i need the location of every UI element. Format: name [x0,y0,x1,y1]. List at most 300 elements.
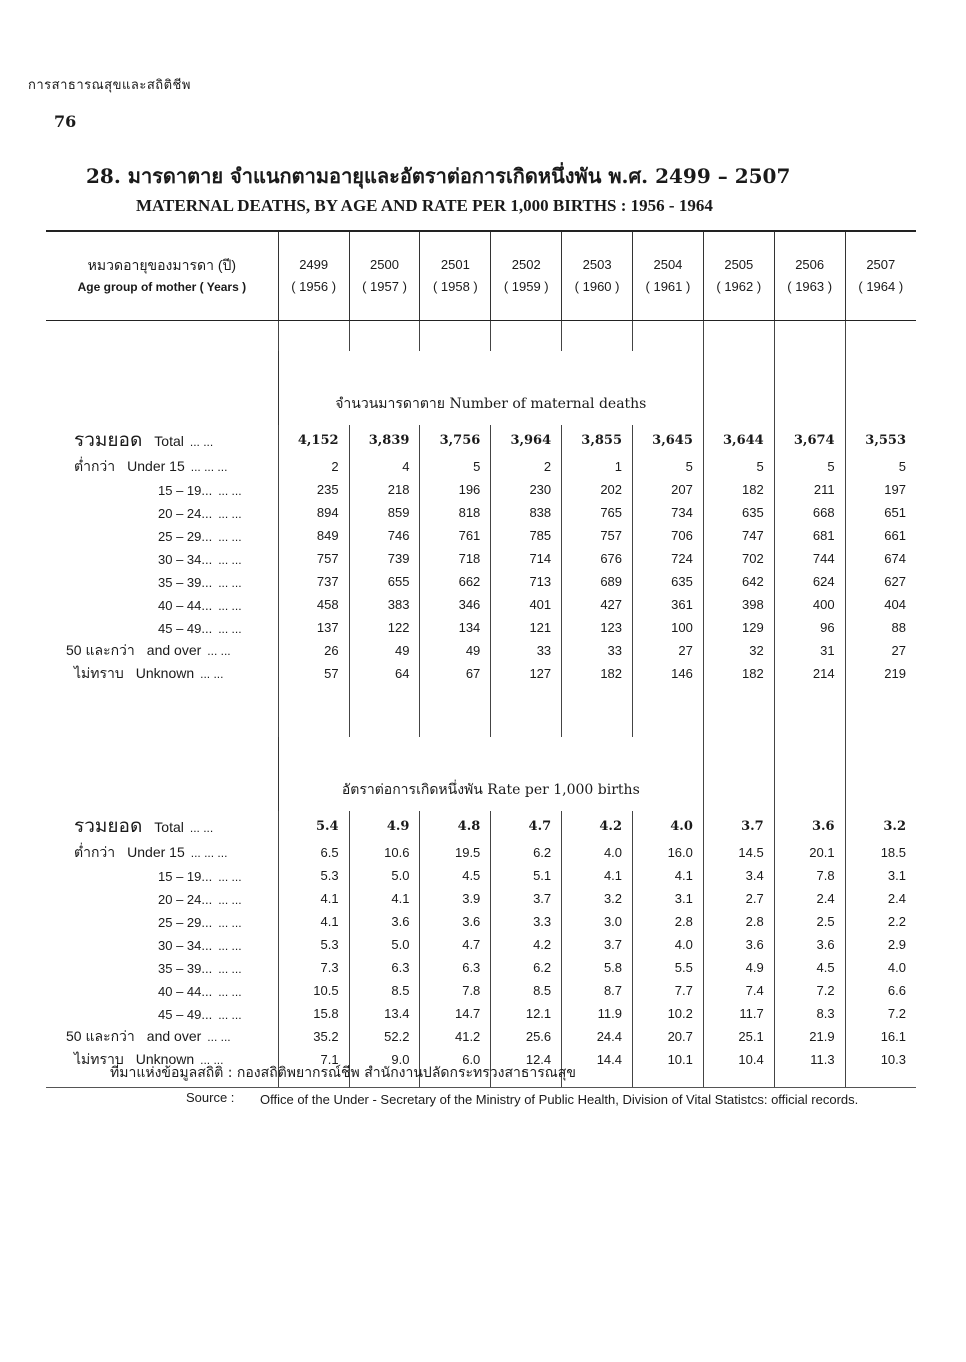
table-cell-value: 346 [420,593,491,616]
table-cell-value: 4.1 [633,864,704,887]
table-cell-value: 785 [491,524,562,547]
table-cell-value: 4.7 [491,811,562,841]
table-cell-value: 6.3 [420,956,491,979]
section-blank-cell [703,351,774,425]
table-row [46,524,916,547]
table-cell-value: 361 [633,593,704,616]
table-row [46,887,916,910]
table-cell-value: 458 [278,593,349,616]
table-cell-value: 230 [491,478,562,501]
year-be: 2506 [795,257,825,272]
page-number: 76 [54,112,77,131]
table-cell-value: 5 [774,455,845,478]
table-cell-value: 182 [703,662,774,685]
table-cell-value: 662 [420,570,491,593]
table-cell-value: 718 [420,547,491,570]
table-cell-value: 3.6 [774,811,845,841]
table-cell-value: 8.5 [349,979,420,1002]
table-cell-value: 2.4 [845,887,916,910]
table-cell-value: 12.1 [491,1002,562,1025]
table-cell-value: 2 [491,455,562,478]
table-row [46,639,916,662]
table-cell-value: 4.9 [703,956,774,979]
table-header-row [46,231,916,321]
column-header-year [633,231,704,321]
table-cell-value: 24.4 [562,1025,633,1048]
table-cell-value: 859 [349,501,420,524]
row-label-leader: ... ... [218,1007,242,1022]
table-cell-value: 7.3 [278,956,349,979]
table-cell-value: 8.3 [774,1002,845,1025]
table-cell-value: 218 [349,478,420,501]
table-cell-value: 7.4 [703,979,774,1002]
spacer-row [46,685,916,737]
table-cell-value: 211 [774,478,845,501]
table-cell-value: 4 [349,455,420,478]
table-cell-value: 5 [633,455,704,478]
table-cell-value: 3.1 [845,864,916,887]
year-ce: ( 1959 ) [503,279,549,294]
section-heading-row [46,737,916,811]
row-label-english: Unknown [135,664,195,681]
row-label [46,455,278,478]
table-row [46,425,916,455]
table-cell-value: 3.6 [703,933,774,956]
table-cell-value: 2 [278,455,349,478]
table-row [46,662,916,685]
page-title-english: MATERNAL DEATHS, BY AGE AND RATE PER 1,000 BIRTHS : 1956 - 1964 [136,196,713,215]
spacer-cell [774,1071,845,1088]
spacer-cell [774,685,845,737]
table-cell-value: 757 [562,524,633,547]
row-label-english: 30 – 34... [158,551,213,567]
year-ce: ( 1961 ) [645,279,691,294]
spacer-cell [46,685,278,737]
table-cell-value: 57 [278,662,349,685]
section-label-blank [46,737,278,811]
table-cell-value: 11.3 [774,1048,845,1071]
table-cell-value: 20.7 [633,1025,704,1048]
section-heading: จำนวนมารดาตาย Number of maternal deaths [278,351,703,425]
table-cell-value: 19.5 [420,841,491,864]
column-header-year [562,231,633,321]
table-body [46,321,916,1088]
table-cell-value: 49 [349,639,420,662]
row-label [46,910,278,933]
source-note-thai: ที่มาแห่งข้อมูลสถิติ : กองสถิติพยากรณ์ชีพ สำนักงานปลัดกระทรวงสาธารณสุข [110,1065,576,1081]
table-cell-value: 202 [562,478,633,501]
year-be: 2501 [440,257,470,272]
row-label-leader: ... ... [218,621,242,636]
spacer-cell [420,321,491,352]
table-row [46,616,916,639]
year-ce: ( 1957 ) [362,279,407,294]
table-cell-value: 714 [491,547,562,570]
table-cell-value: 5.1 [491,864,562,887]
table-cell-value: 7.2 [845,1002,916,1025]
row-label [46,887,278,910]
table-cell-value: 5.5 [633,956,704,979]
row-label [46,1002,278,1025]
section-label-blank [46,351,278,425]
table-cell-value: 196 [420,478,491,501]
table-cell-value: 96 [774,616,845,639]
table-cell-value: 33 [491,639,562,662]
table-row [46,979,916,1002]
table-cell-value: 4.1 [562,864,633,887]
table-cell-value: 13.4 [349,1002,420,1025]
table-cell-value: 25.1 [703,1025,774,1048]
table-row [46,841,916,864]
table-cell-value: 5 [703,455,774,478]
spacer-cell [845,321,916,352]
table-cell-value: 713 [491,570,562,593]
year-ce: ( 1964 ) [858,279,904,294]
table-cell-value: 3.2 [845,811,916,841]
table-cell-value: 137 [278,616,349,639]
table-cell-value: 67 [420,662,491,685]
row-label-english: and over [146,1027,202,1044]
row-label-english: Total [154,433,184,449]
row-label-thai: รวมยอด [74,816,143,837]
table-cell-value: 838 [491,501,562,524]
table-row [46,501,916,524]
year-be: 2500 [370,257,399,272]
age-group-label-english: Age group of mother ( Years ) [77,280,247,294]
table-cell-value: 121 [491,616,562,639]
table-cell-value: 12.4 [491,1048,562,1071]
table-cell-value: 8.7 [562,979,633,1002]
table-cell-value: 182 [562,662,633,685]
table-cell-value: 6.3 [349,956,420,979]
table-cell-value: 734 [633,501,704,524]
table-cell-value: 27 [633,639,704,662]
table-row [46,811,916,841]
row-label-leader: ... ... [200,666,224,681]
table-cell-value: 3,644 [703,425,774,455]
table-cell-value: 3.0 [562,910,633,933]
table-cell-value: 33 [562,639,633,662]
table-cell-value: 400 [774,593,845,616]
table-cell-value: 765 [562,501,633,524]
year-be: 2507 [866,257,896,272]
row-label [46,570,278,593]
year-ce: ( 1962 ) [716,279,762,294]
table-cell-value: 4.8 [420,811,491,841]
row-label-english: Under 15 [127,457,185,474]
table-cell-value: 401 [491,593,562,616]
row-label-leader: ... ... [189,821,214,835]
row-label-leader: ... ... [218,892,242,907]
table-cell-value: 3.4 [703,864,774,887]
table-row [46,547,916,570]
spacer-cell [562,321,633,352]
section-blank-cell [845,737,916,811]
table-cell-value: 655 [349,570,420,593]
table-cell-value: 10.6 [349,841,420,864]
year-be: 2505 [724,257,754,272]
table-cell-value: 100 [633,616,704,639]
row-label [46,933,278,956]
table-cell-value: 4,152 [278,425,349,455]
table-cell-value: 689 [562,570,633,593]
table-cell-value: 7.1 [278,1048,349,1071]
table-row [46,933,916,956]
table-cell-value: 6.0 [420,1048,491,1071]
row-label-english: 40 – 44... [158,597,213,613]
spacer-cell [491,321,562,352]
table-cell-value: 3,645 [633,425,704,455]
row-label-english: 45 – 49... [158,620,213,636]
source-label: Source : [186,1090,235,1105]
table-cell-value: 129 [703,616,774,639]
row-label-thai: ต่ำกว่า [74,843,116,860]
table-cell-value: 134 [420,616,491,639]
table-cell-value: 4.2 [491,933,562,956]
row-label-leader: ... ... [218,938,242,953]
table-row [46,1002,916,1025]
row-label-leader: ... ... [218,961,242,976]
table-cell-value: 744 [774,547,845,570]
table-cell-value: 5.4 [278,811,349,841]
row-label-leader: ... ... [218,915,242,930]
row-label [46,425,278,455]
table-row [46,956,916,979]
table-row [46,910,916,933]
year-ce: ( 1960 ) [574,279,620,294]
table-cell-value: 624 [774,570,845,593]
row-label-english: 15 – 19... [158,868,213,884]
row-label-leader: ... ... [218,506,242,521]
row-label-english: Under 15 [127,843,185,860]
table-cell-value: 676 [562,547,633,570]
table-cell-value: 41.2 [420,1025,491,1048]
table-cell-value: 14.4 [562,1048,633,1071]
table-cell-value: 3.2 [562,887,633,910]
table-cell-value: 739 [349,547,420,570]
row-label [46,478,278,501]
table-cell-value: 219 [845,662,916,685]
table-cell-value: 404 [845,593,916,616]
table-cell-value: 122 [349,616,420,639]
table-cell-value: 88 [845,616,916,639]
table-cell-value: 4.1 [349,887,420,910]
table-cell-value: 197 [845,478,916,501]
year-be: 2502 [511,257,541,272]
table-cell-value: 15.8 [278,1002,349,1025]
table-cell-value: 127 [491,662,562,685]
column-header-year [349,231,420,321]
table-row [46,593,916,616]
table-cell-value: 235 [278,478,349,501]
row-label-thai: 50 และกว่า [66,641,135,658]
table-cell-value: 21.9 [774,1025,845,1048]
row-label [46,811,278,841]
section-heading: อัตราต่อการเกิดหนึ่งพัน Rate per 1,000 births [278,737,703,811]
table-cell-value: 5 [420,455,491,478]
section-blank-cell [845,351,916,425]
row-label-leader: ... ... [218,529,242,544]
table-cell-value: 702 [703,547,774,570]
table-cell-value: 2.7 [703,887,774,910]
table-cell-value: 14.5 [703,841,774,864]
row-label [46,616,278,639]
table-cell-value: 1 [562,455,633,478]
table-cell-value: 18.5 [845,841,916,864]
row-label-thai: ไม่ทราบ [74,1050,124,1067]
table-cell-value: 706 [633,524,704,547]
section-blank-cell [703,737,774,811]
table-cell-value: 6.2 [491,956,562,979]
table-cell-value: 64 [349,662,420,685]
table-cell-value: 746 [349,524,420,547]
row-label-leader: ... ... ... [190,459,228,474]
table-cell-value: 9.0 [349,1048,420,1071]
table-cell-value: 661 [845,524,916,547]
table-cell-value: 3.3 [491,910,562,933]
table-row [46,478,916,501]
spacer-cell [349,685,420,737]
table-cell-value: 7.7 [633,979,704,1002]
table-cell-value: 16.0 [633,841,704,864]
row-label-thai: ต่ำกว่า [74,457,116,474]
spacer-row [46,321,916,352]
table-cell-value: 3.7 [703,811,774,841]
table-cell-value: 182 [703,478,774,501]
table-cell-value: 25.6 [491,1025,562,1048]
row-label-leader: ... ... [218,552,242,567]
table-cell-value: 642 [703,570,774,593]
row-label [46,841,278,864]
row-label-english: 30 – 34... [158,937,213,953]
table-cell-value: 3.6 [420,910,491,933]
table-cell-value: 761 [420,524,491,547]
table-cell-value: 3,839 [349,425,420,455]
spacer-cell [703,321,774,352]
row-label-thai: ไม่ทราบ [74,664,124,681]
row-label-leader: ... ... [218,598,242,613]
table-cell-value: 849 [278,524,349,547]
table-cell-value: 52.2 [349,1025,420,1048]
row-label [46,956,278,979]
row-label-leader: ... ... ... [190,845,228,860]
running-head: การสาธารณสุขและสถิติชีพ [28,78,191,93]
row-label-english: 40 – 44... [158,983,213,999]
table-cell-value: 2.8 [703,910,774,933]
row-label-english: Unknown [135,1050,195,1067]
row-label [46,639,278,662]
table-cell-value: 10.3 [845,1048,916,1071]
table-row [46,570,916,593]
table-cell-value: 10.5 [278,979,349,1002]
table-cell-value: 4.0 [633,933,704,956]
row-label-thai: รวมยอด [74,430,143,451]
row-label-english: and over [146,641,202,658]
table-cell-value: 20.1 [774,841,845,864]
table-cell-value: 5.0 [349,864,420,887]
table-cell-value: 818 [420,501,491,524]
table-cell-value: 3,674 [774,425,845,455]
column-header-year [278,231,349,321]
row-label-english: 35 – 39... [158,574,213,590]
row-label [46,979,278,1002]
table-cell-value: 49 [420,639,491,662]
table-cell-value: 383 [349,593,420,616]
table-cell-value: 35.2 [278,1025,349,1048]
row-label-english: 20 – 24... [158,505,213,521]
table-cell-value: 3,553 [845,425,916,455]
table-cell-value: 4.7 [420,933,491,956]
year-ce: ( 1963 ) [787,279,833,294]
table-cell-value: 427 [562,593,633,616]
table-cell-value: 635 [703,501,774,524]
table-cell-value: 737 [278,570,349,593]
table-cell-value: 3,855 [562,425,633,455]
table-cell-value: 214 [774,662,845,685]
spacer-cell [349,321,420,352]
spacer-cell [845,1071,916,1088]
row-label-leader: ... ... [207,1029,231,1044]
spacer-cell [278,685,349,737]
table-cell-value: 398 [703,593,774,616]
year-ce: ( 1958 ) [432,279,478,294]
table-cell-value: 6.5 [278,841,349,864]
year-be: 2504 [653,257,683,272]
row-label-english: 15 – 19... [158,482,213,498]
row-label-leader: ... ... [207,643,231,658]
spacer-cell [703,685,774,737]
table-cell-value: 674 [845,547,916,570]
table-cell-value: 5.0 [349,933,420,956]
row-label-english: 25 – 29... [158,528,213,544]
column-header-year [774,231,845,321]
table-cell-value: 3.6 [349,910,420,933]
table-cell-value: 27 [845,639,916,662]
table-cell-value: 627 [845,570,916,593]
row-label [46,547,278,570]
table-cell-value: 10.2 [633,1002,704,1025]
spacer-cell [46,321,278,352]
table-cell-value: 3.1 [633,887,704,910]
table-cell-value: 747 [703,524,774,547]
row-label [46,662,278,685]
row-label [46,864,278,887]
table-cell-value: 4.2 [562,811,633,841]
year-be: 2503 [582,257,612,272]
table-cell-value: 4.1 [278,910,349,933]
section-blank-cell [774,737,845,811]
table-cell-value: 7.8 [420,979,491,1002]
table-cell-value: 3.9 [420,887,491,910]
table-cell-value: 651 [845,501,916,524]
spacer-cell [562,685,633,737]
table-cell-value: 31 [774,639,845,662]
table-cell-value: 11.9 [562,1002,633,1025]
table-cell-value: 3,964 [491,425,562,455]
row-label [46,501,278,524]
spacer-cell [774,321,845,352]
table-cell-value: 11.7 [703,1002,774,1025]
table-cell-value: 668 [774,501,845,524]
table-cell-value: 4.9 [349,811,420,841]
table-row [46,455,916,478]
table-cell-value: 32 [703,639,774,662]
table-cell-value: 3.7 [562,933,633,956]
table-cell-value: 4.0 [633,811,704,841]
table-cell-value: 5.8 [562,956,633,979]
table-cell-value: 894 [278,501,349,524]
row-label-leader: ... ... [189,435,214,449]
